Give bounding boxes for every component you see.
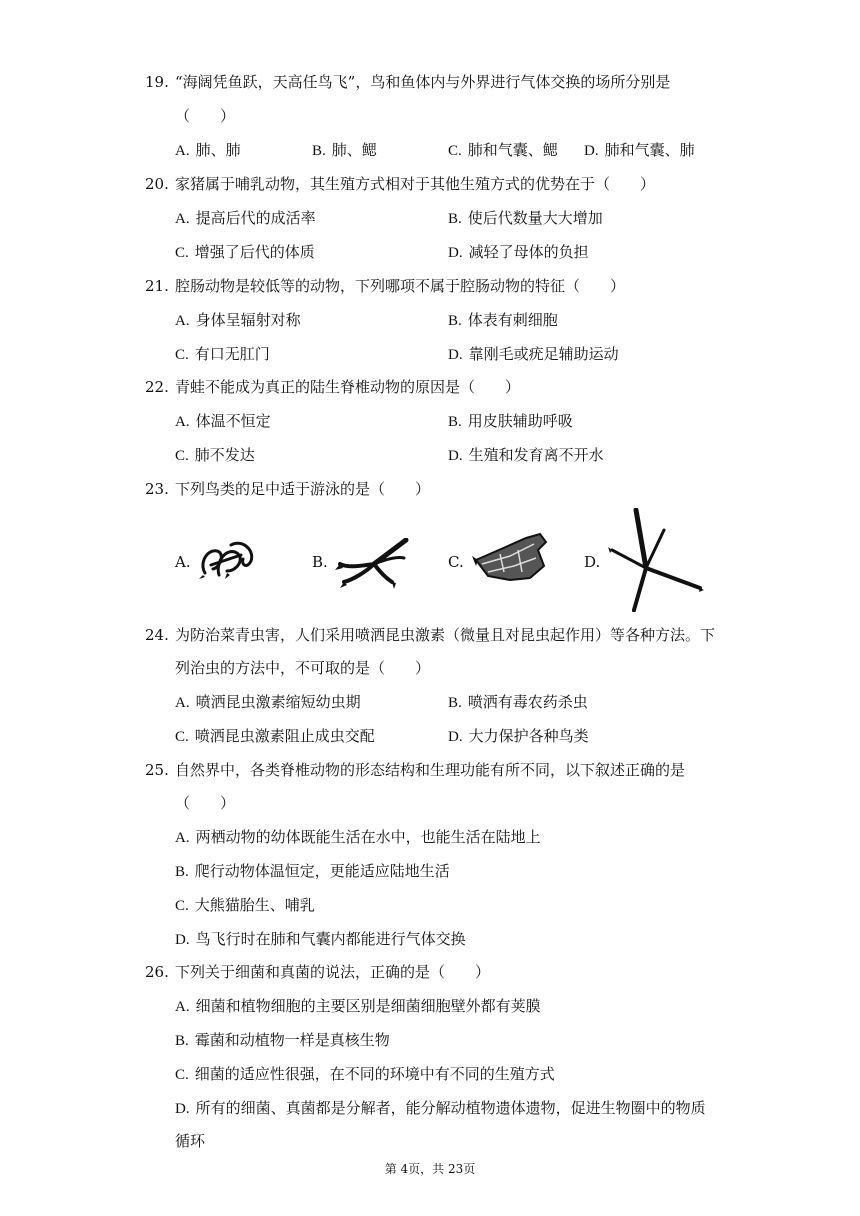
option-c-label: C. (448, 553, 464, 571)
option-b: B. 霉菌和动植物一样是真核生物 (175, 1031, 390, 1049)
option-b: B. 使后代数量大大增加 (448, 209, 603, 227)
question-23 (145, 479, 725, 499)
question-19 (145, 72, 725, 92)
option-d: D. 生殖和发育离不开水 (448, 446, 604, 464)
bird-foot-c-image (470, 532, 554, 584)
question-stem-cont: （ ） (175, 794, 236, 812)
option-a: A. 提高后代的成活率 (175, 209, 316, 227)
question-number: 19. (145, 73, 169, 91)
question-stem: 腔肠动物是较低等的动物，下列哪项不属于腔肠动物的特征（ ） (175, 277, 626, 295)
question-20 (145, 174, 725, 194)
option-c: C. 细菌的适应性很强，在不同的环境中有不同的生殖方式 (175, 1065, 555, 1083)
option-a: A. 身体呈辐射对称 (175, 311, 301, 329)
question-number: 20. (145, 175, 169, 193)
option-d: D. 减轻了母体的负担 (448, 243, 589, 261)
option-d: D. 鸟飞行时在肺和气囊内都能进行气体交换 (175, 930, 466, 948)
question-stem: 下列鸟类的足中适于游泳的是（ ） (175, 480, 431, 498)
option-a: A. 肺、肺 (175, 141, 241, 159)
option-b: B. 体表有刺细胞 (448, 311, 558, 329)
question-stem: “海阔凭鱼跃，天高任鸟飞”，鸟和鱼体内与外界进行气体交换的场所分别是 (175, 73, 671, 91)
page-footer: 第 4页，共 23页 (384, 1162, 476, 1176)
option-d: D. 大力保护各种鸟类 (448, 727, 589, 745)
option-c: C. 大熊猫胎生、哺乳 (175, 896, 315, 914)
bird-foot-a-image (197, 535, 259, 583)
question-number: 25. (145, 761, 169, 779)
option-d: D. 所有的细菌、真菌都是分解者，能分解动植物遗体遗物，促进生物圈中的物质 (175, 1099, 706, 1117)
option-d: D. 靠刚毛或疣足辅助运动 (448, 345, 619, 363)
question-stem: 青蛙不能成为真正的陆生脊椎动物的原因是（ ） (175, 378, 521, 396)
question-stem-cont: （ ） (175, 107, 236, 125)
question-22 (145, 377, 725, 397)
question-stem: 自然界中，各类脊椎动物的形态结构和生理功能有所不同，以下叙述正确的是 (175, 761, 686, 779)
question-25 (145, 760, 725, 780)
question-24 (145, 625, 725, 645)
option-c: C. 肺不发达 (175, 446, 255, 464)
option-a-label: A. (175, 553, 191, 571)
option-c: C. 肺和气囊、鳃 (448, 141, 558, 159)
question-number: 22. (145, 378, 169, 396)
bird-foot-d-image (606, 508, 704, 612)
option-b-label: B. (312, 553, 328, 571)
question-stem: 下列关于细菌和真菌的说法，正确的是（ ） (175, 963, 491, 981)
bird-foot-b-image (334, 538, 414, 590)
question-number: 23. (145, 480, 169, 498)
question-number: 24. (145, 626, 169, 644)
option-d-cont: 循环 (175, 1132, 206, 1150)
option-b: B. 用皮肤辅助呼吸 (448, 412, 573, 430)
option-a: A. 喷洒昆虫激素缩短幼虫期 (175, 693, 361, 711)
question-stem-cont: 列治虫的方法中，不可取的是（ ） (175, 659, 431, 677)
question-number: 26. (145, 963, 169, 981)
question-26 (145, 962, 725, 982)
option-c: C. 喷洒昆虫激素阻止成虫交配 (175, 727, 375, 745)
option-b: B. 喷洒有毒农药杀虫 (448, 693, 588, 711)
option-a: A. 细菌和植物细胞的主要区别是细菌细胞壁外都有荚膜 (175, 997, 541, 1015)
question-stem: 家猪属于哺乳动物，其生殖方式相对于其他生殖方式的优势在于（ ） (175, 175, 656, 193)
option-c: C. 有口无肛门 (175, 345, 270, 363)
question-stem: 为防治菜青虫害，人们采用喷洒昆虫激素（微量且对昆虫起作用）等各种方法。下 (175, 626, 716, 644)
option-d: D. 肺和气囊、肺 (584, 141, 695, 159)
option-b: B. 肺、鳃 (312, 141, 377, 159)
option-a: A. 两栖动物的幼体既能生活在水中，也能生活在陆地上 (175, 828, 541, 846)
option-c: C. 增强了后代的体质 (175, 243, 315, 261)
question-21 (145, 276, 725, 296)
option-a: A. 体温不恒定 (175, 412, 271, 430)
option-b: B. 爬行动物体温恒定，更能适应陆地生活 (175, 862, 450, 880)
question-number: 21. (145, 277, 169, 295)
option-d-label: D. (584, 553, 601, 571)
